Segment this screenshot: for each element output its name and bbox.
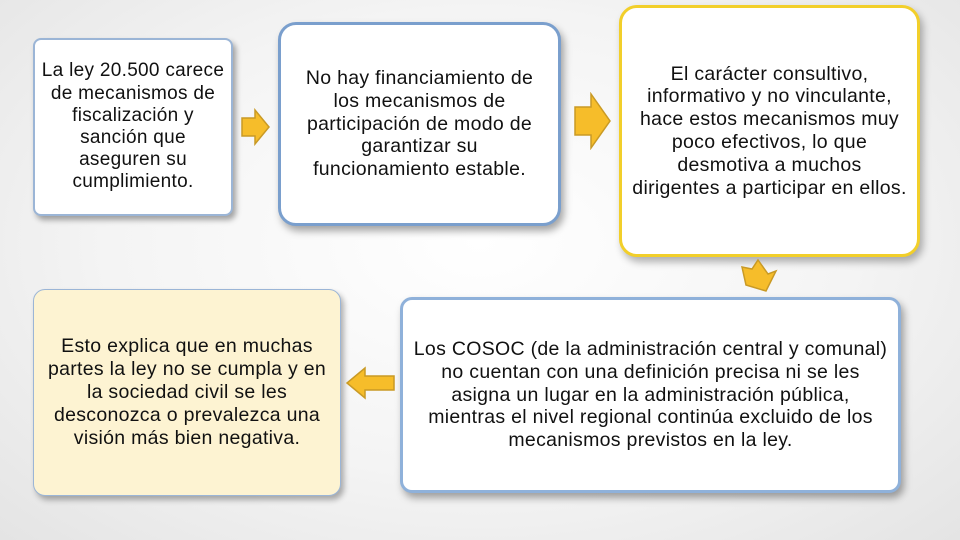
step-text-conclusion: Esto explica que en muchas partes la ley no se cumpla y en la sociedad civil se les desconozca o prevalezca una visión más bien negativa. xyxy=(47,335,327,449)
step-text-fiscalizacion: La ley 20.500 carece de mecanismos de fiscalización y sanción que aseguren su cumplimiento. xyxy=(41,60,225,193)
step-box-caracter-consultivo xyxy=(619,5,920,257)
step-box-cosoc xyxy=(400,297,901,493)
arrow-right-icon xyxy=(241,108,271,146)
step-text-cosoc: Los COSOC (de la administración central y comunal) no cuentan con una definición precisa ni se les asigna un lugar en la administración pública, mientras el nivel regional continúa excluido de los mecanismos previstos en la ley. xyxy=(413,337,888,452)
step-text-financiamiento: No hay financiamiento de los mecanismos de participación de modo de garantizar su funcionamiento estable. xyxy=(305,66,534,181)
step-text-caracter-consultivo: El carácter consultivo, informativo y no vinculante, hace estos mecanismos muy poco efectivos, lo que desmotiva a muchos dirigentes a participar en ellos. xyxy=(632,62,907,199)
arrow-left-icon xyxy=(345,366,395,400)
arrow-right-icon xyxy=(574,92,612,150)
step-box-fiscalizacion xyxy=(33,38,233,216)
step-box-conclusion xyxy=(33,289,341,496)
arrow-down-icon xyxy=(738,258,780,294)
step-box-financiamiento xyxy=(278,22,561,226)
